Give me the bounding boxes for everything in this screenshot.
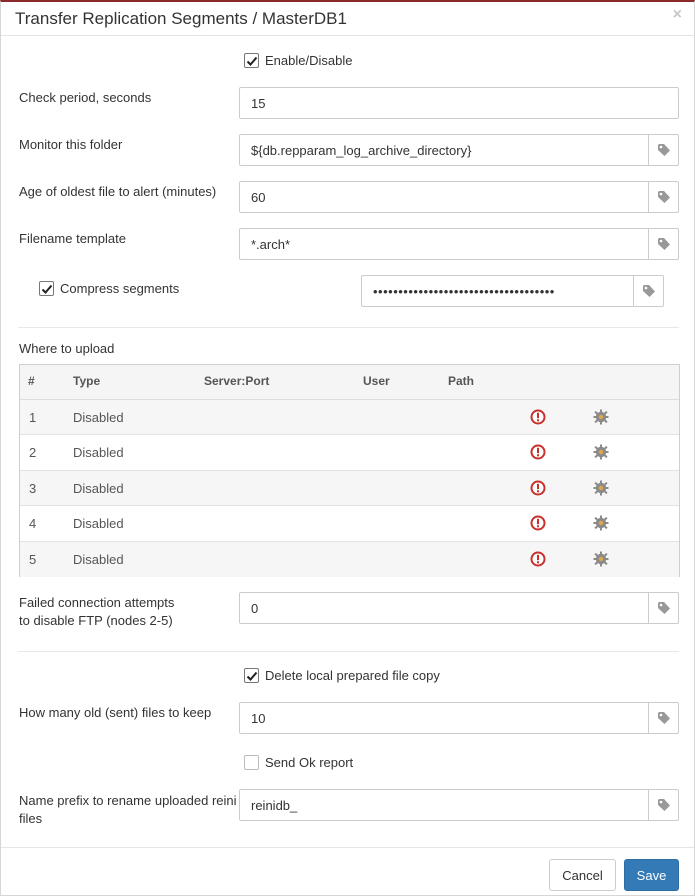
- table-row[interactable]: [20, 506, 679, 541]
- error-icon: [530, 409, 546, 425]
- gear-icon[interactable]: [592, 514, 610, 532]
- table-row[interactable]: [20, 400, 679, 435]
- row-num: 4: [29, 516, 37, 532]
- row-type: Disabled: [73, 551, 124, 567]
- row-type: Disabled: [73, 445, 124, 461]
- column-header-path: Path: [448, 374, 475, 388]
- divider: [18, 327, 679, 328]
- gear-icon[interactable]: [592, 479, 610, 497]
- name-prefix-label-line1: Name prefix to rename uploaded reini: [19, 793, 237, 808]
- dialog-header: [1, 2, 694, 36]
- monitor-folder-input[interactable]: [239, 134, 679, 166]
- tag-icon[interactable]: [633, 276, 663, 306]
- compress-checkbox[interactable]: [39, 281, 54, 296]
- name-prefix-input[interactable]: [239, 789, 679, 821]
- column-header-server: Server:Port: [204, 374, 270, 388]
- tag-icon[interactable]: [648, 703, 678, 733]
- check-icon: [41, 283, 53, 295]
- filename-template-value: *.arch*: [251, 236, 291, 252]
- compress-label: Compress segments: [60, 281, 180, 296]
- tag-icon[interactable]: [648, 790, 678, 820]
- check-icon: [246, 670, 258, 682]
- footer-divider: [1, 847, 694, 848]
- old-files-input[interactable]: [239, 702, 679, 734]
- column-header-type: Type: [73, 374, 101, 388]
- row-num: 5: [29, 551, 37, 567]
- check-icon: [246, 55, 258, 67]
- name-prefix-value: reinidb_: [251, 797, 298, 813]
- send-ok-checkbox[interactable]: [244, 755, 259, 770]
- column-header-num: #: [28, 374, 35, 388]
- where-upload-label: Where to upload: [19, 341, 115, 356]
- row-num: 2: [29, 445, 37, 461]
- dialog-title: Transfer Replication Segments / MasterDB1: [15, 9, 347, 28]
- error-icon: [530, 444, 546, 460]
- enable-checkbox[interactable]: [244, 53, 259, 68]
- failed-attempts-value: 0: [251, 600, 259, 616]
- divider: [18, 651, 679, 652]
- failed-attempts-input[interactable]: [239, 592, 679, 624]
- filename-template-input[interactable]: [239, 228, 679, 260]
- failed-attempts-label-line2: to disable FTP (nodes 2-5): [19, 613, 173, 628]
- check-period-value: 15: [251, 95, 266, 111]
- age-input[interactable]: [239, 181, 679, 213]
- gear-icon[interactable]: [592, 550, 610, 568]
- table-body: [20, 400, 679, 577]
- row-type: Disabled: [73, 410, 124, 425]
- row-num: 3: [29, 480, 37, 496]
- cancel-button[interactable]: Cancel: [549, 859, 616, 891]
- name-prefix-label-line2: files: [19, 811, 43, 826]
- error-icon: [530, 551, 546, 567]
- monitor-folder-value: ${db.repparam_log_archive_directory}: [251, 142, 472, 158]
- gear-icon[interactable]: [592, 408, 610, 426]
- column-header-user: User: [363, 374, 390, 388]
- row-num: 1: [29, 410, 37, 425]
- error-icon: [530, 480, 546, 496]
- table-row[interactable]: [20, 435, 679, 470]
- row-type: Disabled: [73, 516, 124, 532]
- check-period-label: Check period, seconds: [19, 90, 152, 105]
- gear-icon[interactable]: [592, 443, 610, 461]
- delete-local-checkbox[interactable]: [244, 668, 259, 683]
- send-ok-label: Send Ok report: [265, 755, 354, 770]
- enable-label: Enable/Disable: [265, 53, 353, 68]
- table-header: [20, 365, 679, 400]
- check-period-input[interactable]: [239, 87, 679, 119]
- compress-password-input[interactable]: [361, 275, 664, 307]
- tag-icon[interactable]: [648, 135, 678, 165]
- failed-attempts-label-line1: Failed connection attempts: [19, 595, 175, 610]
- old-files-label: How many old (sent) files to keep: [19, 705, 212, 720]
- save-button[interactable]: Save: [624, 859, 679, 891]
- upload-table: [19, 364, 680, 577]
- compress-password-value: ••••••••••••••••••••••••••••••••••••: [373, 283, 555, 299]
- error-icon: [530, 515, 546, 531]
- tag-icon[interactable]: [648, 182, 678, 212]
- age-value: 60: [251, 189, 266, 205]
- table-row[interactable]: [20, 471, 679, 506]
- age-label: Age of oldest file to alert (minutes): [19, 184, 217, 199]
- tag-icon[interactable]: [648, 229, 678, 259]
- monitor-folder-label: Monitor this folder: [19, 137, 123, 152]
- close-icon[interactable]: ×: [672, 6, 682, 23]
- table-row[interactable]: [20, 542, 679, 577]
- old-files-value: 10: [251, 710, 266, 726]
- delete-local-label: Delete local prepared file copy: [265, 668, 440, 683]
- tag-icon[interactable]: [648, 593, 678, 623]
- filename-template-label: Filename template: [19, 231, 126, 246]
- row-type: Disabled: [73, 480, 124, 496]
